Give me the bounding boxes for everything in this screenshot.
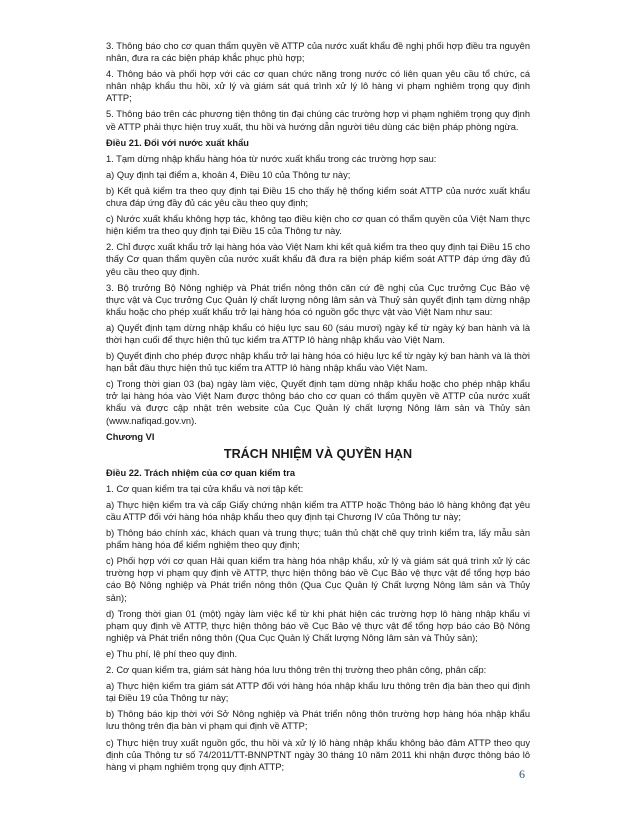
paragraph: a) Quyết định tạm dừng nhập khẩu có hiệu lực sau 60 (sáu mươi) ngày kể từ ngày ký ban hành và là thời hạn cuối để thực hiện thủ tục kiểm tra ATTP lô hàng nhập khẩu vào Việt Nam. — [106, 322, 530, 345]
document-body — [106, 40, 530, 777]
paragraph: d) Trong thời gian 01 (một) ngày làm việc kể từ khi phát hiện các trường hợp lô hàng nhập khẩu vi phạm quy định về ATTP, thực hiện thông báo về Cục Bảo vệ thực vật để tổng hợp báo cáo Bộ Nông nghiệp và Phát triển nông thôn (Qua Cục Quản lý Chất lượng Nông lâm sản và Thủy sản); — [106, 608, 530, 643]
paragraph: c) Phối hợp với cơ quan Hải quan kiểm tra hàng hóa nhập khẩu, xử lý và giám sát quá trình xử lý các trường hợp vi phạm quy định về ATTP, thực hiện thông báo về Cục Bảo vệ thực vật để tổng hợp báo cáo Bộ Nông nghiệp và Phát triển nông thôn (Qua Cục Quản lý Chất lượng Nông lâm sản và Thủy sản); — [106, 556, 530, 603]
page-number: 6 — [519, 767, 525, 781]
paragraph: 5. Thông báo trên các phương tiện thông tin đại chúng các trường hợp vi phạm nghiêm trọng quy định về ATTP phải thực hiện truy xuất, thu hồi và hướng dẫn người tiêu dùng các biện pháp phòng ngừa. — [106, 109, 530, 132]
paragraph: 3. Bộ trưởng Bộ Nông nghiệp và Phát triển nông thôn căn cứ đề nghị của Cục trưởng Cục Bảo vệ thực vật và Cục trưởng Cục Quản lý chất lượng nông lâm sản và Thuỷ sản quyết định tạm dừng nhập khẩu hoặc cho phép xuất khẩu trở lại hàng hóa có nguồn gốc thực vật vào Việt Nam như sau: — [106, 282, 530, 317]
paragraph: b) Kết quả kiểm tra theo quy định tại Điều 15 cho thấy hệ thống kiểm soát ATTP của nước xuất khẩu chưa đáp ứng đầy đủ các yêu cầu theo quy định; — [106, 185, 530, 209]
paragraph: 1. Tạm dừng nhập khẩu hàng hóa từ nước xuất khẩu trong các trường hợp sau: — [106, 153, 437, 164]
paragraph: 3. Thông báo cho cơ quan thẩm quyền về ATTP của nước xuất khẩu đề nghị phối hợp điều tra nguyên nhân, đưa ra các biện pháp khắc phục phù hợp; — [106, 41, 530, 64]
paragraph: b) Thông báo chính xác, khách quan và trung thực; tuân thủ chặt chẽ quy trình kiểm tra, lấy mẫu sản phẩm hàng hóa để kiểm nghiệm theo quy định; — [106, 528, 530, 551]
paragraph: c) Thực hiện truy xuất nguồn gốc, thu hồi và xử lý lô hàng nhập khẩu không bảo đảm ATTP theo quy định của Thông tư số 74/2011/TT-BNNPTNT ngày 30 tháng 10 năm 2011 khi nhận được thông báo lô hàng vi phạm nghiêm trọng quy định ATTP; — [106, 737, 530, 772]
paragraph: b) Quyết định cho phép được nhập khẩu trở lại hàng hóa có hiệu lực kể từ ngày ký ban hành và là thời hạn bắt đầu thực hiện thủ tục kiểm tra ATTP lô hàng nhập khẩu vào Việt Nam. — [106, 351, 530, 374]
paragraph: a) Thực hiện kiểm tra giám sát ATTP đối với hàng hóa nhập khẩu lưu thông trên địa bàn theo qui định tại Điều 19 của Thông tư này; — [106, 681, 530, 704]
paragraph: 2. Cơ quan kiểm tra, giám sát hàng hóa lưu thông trên thị trường theo phân công, phân cấp: — [106, 665, 487, 676]
paragraph: a) Quy định tại điểm a, khoản 4, Điều 10 của Thông tư này; — [106, 169, 351, 180]
paragraph: a) Thực hiện kiểm tra và cấp Giấy chứng nhận kiểm tra ATTP hoặc Thông báo lô hàng không đạt yêu cầu ATTP đối với hàng hóa nhập khẩu theo quy định tại Chương IV của Thông tư này; — [106, 499, 530, 522]
chapter-title: TRÁCH NHIỆM VÀ QUYỀN HẠN — [223, 446, 413, 461]
paragraph: b) Thông báo kịp thời với Sở Nông nghiệp và Phát triển nông thôn trường hợp hàng hóa nhập khẩu lưu thông trên địa bàn vi phạm qui định về ATTP; — [106, 709, 530, 732]
article-heading: Điều 22. Trách nhiệm của cơ quan kiểm tra — [106, 467, 295, 478]
chapter-heading: Chương VI — [106, 431, 155, 442]
article-heading: Điều 21. Đối với nước xuất khẩu — [106, 137, 249, 148]
paragraph: e) Thu phí, lệ phí theo quy định. — [106, 648, 238, 659]
paragraph: 4. Thông báo và phối hợp với các cơ quan chức năng trong nước có liên quan yêu cầu tổ chức, cá nhân nhập khẩu thu hồi, xử lý và giám sát quá trình xử lý lô hàng vi phạm nghiêm trọng quy định ATTP; — [106, 69, 530, 104]
paragraph: 1. Cơ quan kiểm tra tại cửa khẩu và nơi tập kết: — [106, 483, 304, 494]
paragraph: 2. Chỉ được xuất khẩu trở lại hàng hóa vào Việt Nam khi kết quả kiểm tra theo quy định tại Điều 15 cho thấy Cơ quan thẩm quyền của nước xuất khẩu đã đưa ra biện pháp kiểm soát ATTP đáp ứng đầy đủ yêu cầu theo quy định. — [106, 242, 530, 277]
paragraph: c) Nước xuất khẩu không hợp tác, không tạo điều kiện cho cơ quan có thẩm quyền của Việt Nam thực hiện kiểm tra theo quy định tại Điều 15 của Thông tư này. — [106, 214, 530, 237]
paragraph: c) Trong thời gian 03 (ba) ngày làm việc, Quyết định tạm dừng nhập khẩu hoặc cho phép nhập khẩu trở lại hàng hóa vào Việt Nam được thông báo cho cơ quan có thẩm quyền về ATTP của nước xuất khẩu và được cập nhật trên website của Cục Quản lý chất lượng Nông lâm sản và Thủy sản (www.nafiqad.gov.vn). — [106, 379, 530, 426]
